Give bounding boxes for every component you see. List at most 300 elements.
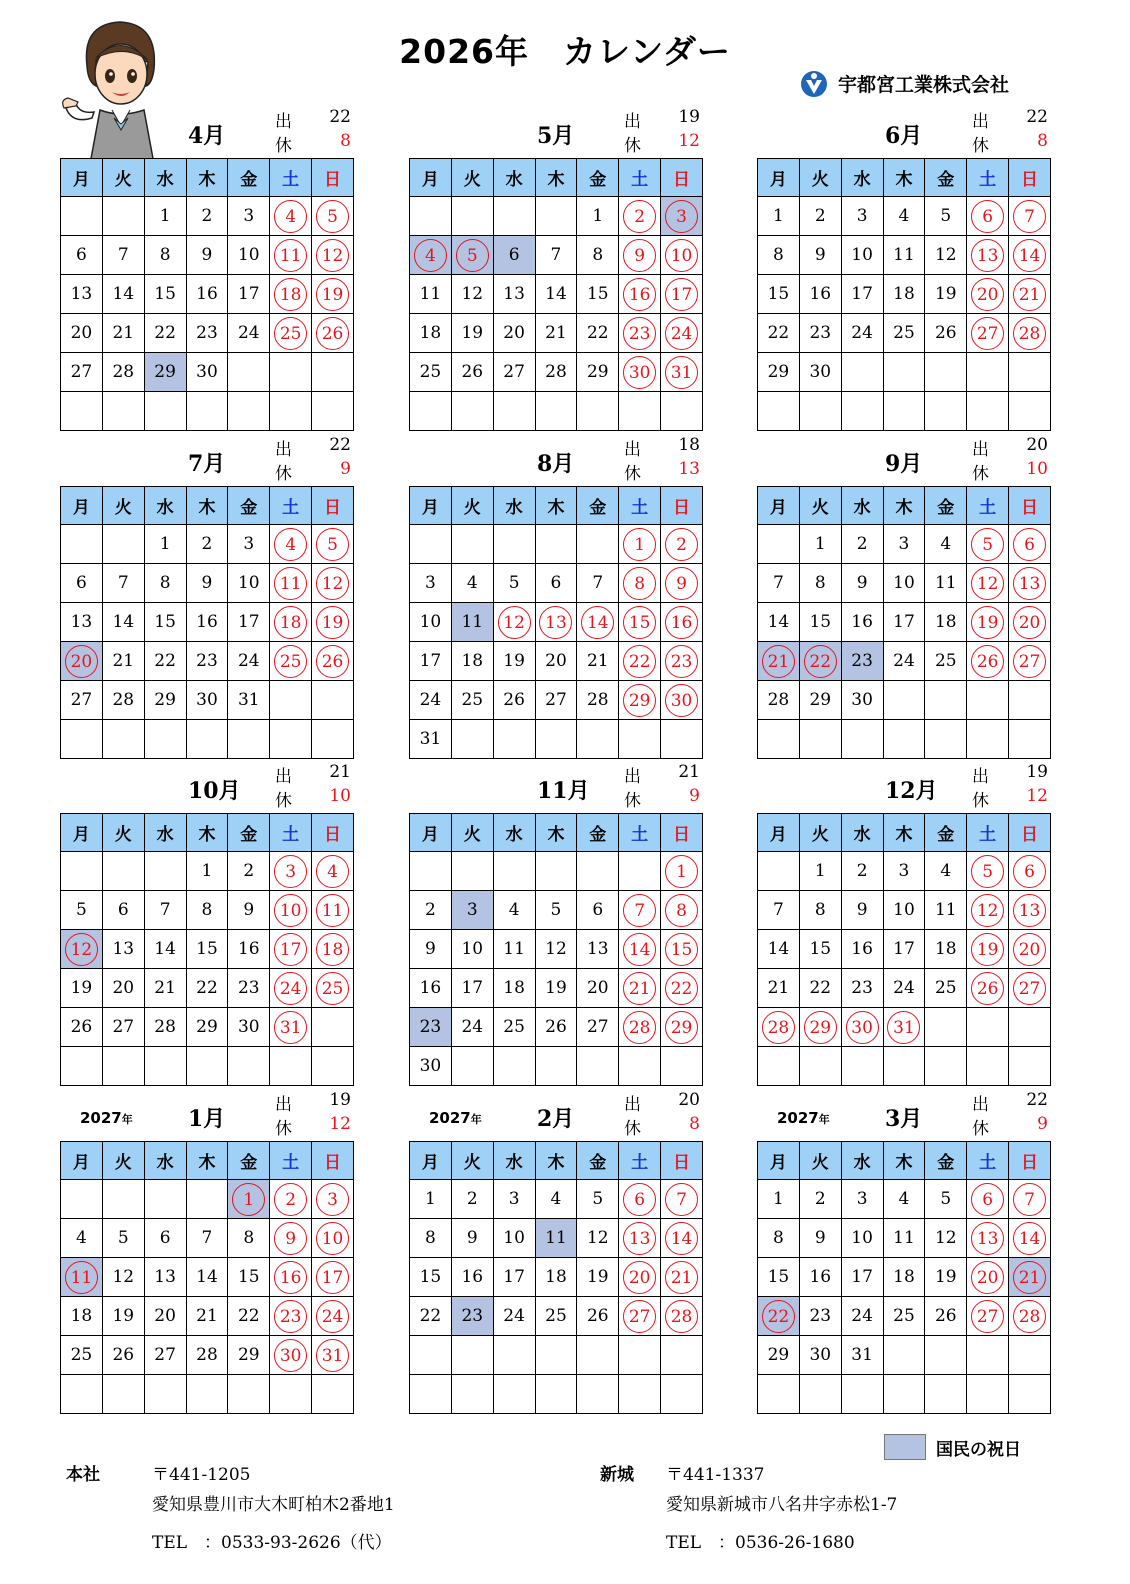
day-cell: 19 bbox=[925, 1258, 967, 1297]
day-off-marker: 10 bbox=[274, 894, 307, 927]
empty-day-cell bbox=[758, 720, 800, 759]
empty-day-cell bbox=[661, 720, 703, 759]
week-row bbox=[410, 1008, 703, 1047]
empty-day-cell bbox=[144, 852, 186, 891]
day-off-marker: 28 bbox=[762, 1011, 795, 1044]
day-off-marker: 30 bbox=[623, 356, 656, 389]
day-off-marker: 20 bbox=[1013, 933, 1046, 966]
day-cell: 1 bbox=[758, 197, 800, 236]
week-row bbox=[758, 197, 1051, 236]
day-off-marker: 6 bbox=[971, 200, 1004, 233]
day-cell bbox=[619, 1219, 661, 1258]
day-cell: 5 bbox=[577, 1180, 619, 1219]
empty-day-cell bbox=[841, 720, 883, 759]
month-label: 4月 bbox=[188, 123, 226, 149]
month-header bbox=[757, 762, 1053, 813]
empty-day-cell bbox=[410, 1336, 452, 1375]
empty-day-cell bbox=[1009, 1336, 1051, 1375]
day-cell: 10 bbox=[841, 236, 883, 275]
day-off-marker: 12 bbox=[316, 567, 349, 600]
month-calendar-table bbox=[409, 1141, 703, 1414]
day-cell bbox=[312, 930, 354, 969]
week-row bbox=[758, 1336, 1051, 1375]
weekday-header: 木 bbox=[186, 1142, 228, 1180]
day-cell bbox=[619, 930, 661, 969]
month-year-suffix: 年 bbox=[121, 1113, 133, 1126]
empty-day-cell bbox=[619, 1047, 661, 1086]
month-block bbox=[757, 107, 1053, 431]
day-off-marker: 3 bbox=[316, 1183, 349, 1216]
day-cell: 16 bbox=[841, 603, 883, 642]
day-off-marker: 27 bbox=[971, 1300, 1004, 1333]
working-days-value: 22 bbox=[1026, 1090, 1048, 1110]
day-cell bbox=[619, 236, 661, 275]
day-cell: 31 bbox=[841, 1336, 883, 1375]
month-block bbox=[60, 762, 356, 1086]
working-days-label: 出 bbox=[624, 767, 641, 787]
day-off-marker: 29 bbox=[804, 1011, 837, 1044]
weekday-header: 土 bbox=[967, 814, 1009, 852]
month-year bbox=[429, 1109, 482, 1127]
day-cell: 28 bbox=[102, 681, 144, 720]
month-label: 3月 bbox=[885, 1106, 923, 1132]
day-off-marker: 28 bbox=[623, 1011, 656, 1044]
weekday-header: 木 bbox=[186, 814, 228, 852]
week-row bbox=[758, 969, 1051, 1008]
day-off-marker: 4 bbox=[274, 200, 307, 233]
weekday-header: 火 bbox=[102, 159, 144, 197]
day-cell bbox=[1009, 314, 1051, 353]
day-cell bbox=[967, 1258, 1009, 1297]
day-cell: 25 bbox=[410, 353, 452, 392]
month-calendar-table bbox=[757, 158, 1051, 431]
empty-day-cell bbox=[493, 392, 535, 431]
day-cell bbox=[312, 314, 354, 353]
days-off-value: 8 bbox=[689, 1114, 700, 1134]
empty-day-cell bbox=[312, 1047, 354, 1086]
day-off-marker: 11 bbox=[65, 1261, 98, 1294]
day-cell: 27 bbox=[102, 1008, 144, 1047]
day-cell: 22 bbox=[410, 1297, 452, 1336]
weekday-header: 水 bbox=[841, 487, 883, 525]
month-label: 5月 bbox=[537, 123, 575, 149]
empty-day-cell bbox=[967, 1047, 1009, 1086]
day-cell: 3 bbox=[841, 197, 883, 236]
day-cell: 29 bbox=[228, 1336, 270, 1375]
empty-day-cell bbox=[1009, 1047, 1051, 1086]
empty-day-cell bbox=[144, 1375, 186, 1414]
office-shinshiro bbox=[600, 1460, 1100, 1580]
empty-day-cell bbox=[1009, 681, 1051, 720]
days-off-value: 10 bbox=[1026, 459, 1048, 479]
empty-day-cell bbox=[312, 1008, 354, 1047]
day-cell: 28 bbox=[577, 681, 619, 720]
empty-day-cell bbox=[535, 197, 577, 236]
day-cell: 28 bbox=[186, 1336, 228, 1375]
day-cell: 7 bbox=[758, 564, 800, 603]
day-cell: 18 bbox=[493, 969, 535, 1008]
day-off-marker: 7 bbox=[665, 1183, 698, 1216]
day-off-marker: 28 bbox=[665, 1300, 698, 1333]
month-calendar-table bbox=[409, 813, 703, 1086]
weekday-header: 火 bbox=[451, 814, 493, 852]
week-row bbox=[758, 720, 1051, 759]
day-cell: 15 bbox=[799, 930, 841, 969]
month-block bbox=[409, 1090, 705, 1414]
day-cell bbox=[61, 642, 103, 681]
week-row bbox=[758, 353, 1051, 392]
day-cell: 5 bbox=[925, 197, 967, 236]
days-off-value: 8 bbox=[1037, 131, 1048, 151]
empty-day-cell bbox=[577, 1047, 619, 1086]
day-off-marker: 27 bbox=[1013, 972, 1046, 1005]
day-cell: 20 bbox=[144, 1297, 186, 1336]
day-cell: 24 bbox=[841, 1297, 883, 1336]
day-cell: 26 bbox=[61, 1008, 103, 1047]
week-row bbox=[758, 852, 1051, 891]
weekday-header: 木 bbox=[186, 487, 228, 525]
day-off-marker: 23 bbox=[274, 1300, 307, 1333]
weekday-header-row bbox=[758, 159, 1051, 197]
week-row bbox=[758, 275, 1051, 314]
office-name: 本社 bbox=[66, 1465, 100, 1485]
day-cell bbox=[270, 1258, 312, 1297]
week-row bbox=[758, 525, 1051, 564]
empty-day-cell bbox=[228, 1375, 270, 1414]
day-cell: 2 bbox=[451, 1180, 493, 1219]
day-cell: 10 bbox=[883, 564, 925, 603]
week-row bbox=[410, 197, 703, 236]
day-off-marker: 25 bbox=[274, 645, 307, 678]
day-cell: 16 bbox=[410, 969, 452, 1008]
day-cell bbox=[61, 930, 103, 969]
empty-day-cell bbox=[619, 1336, 661, 1375]
empty-day-cell bbox=[144, 720, 186, 759]
day-cell bbox=[61, 1258, 103, 1297]
month-year bbox=[80, 1109, 133, 1127]
week-row bbox=[61, 603, 354, 642]
day-off-marker: 24 bbox=[274, 972, 307, 1005]
empty-day-cell bbox=[925, 353, 967, 392]
day-cell: 25 bbox=[451, 681, 493, 720]
day-cell: 29 bbox=[758, 353, 800, 392]
empty-day-cell bbox=[451, 720, 493, 759]
week-row bbox=[61, 1297, 354, 1336]
day-cell: 2 bbox=[410, 891, 452, 930]
day-cell: 18 bbox=[883, 1258, 925, 1297]
empty-day-cell bbox=[758, 1047, 800, 1086]
empty-day-cell bbox=[535, 525, 577, 564]
day-cell bbox=[270, 314, 312, 353]
day-cell: 11 bbox=[451, 603, 493, 642]
day-cell: 1 bbox=[186, 852, 228, 891]
weekday-header: 土 bbox=[270, 487, 312, 525]
weekday-header: 月 bbox=[61, 487, 103, 525]
day-off-marker: 16 bbox=[665, 606, 698, 639]
day-cell: 24 bbox=[883, 969, 925, 1008]
day-cell: 29 bbox=[799, 681, 841, 720]
day-cell: 12 bbox=[577, 1219, 619, 1258]
day-cell bbox=[270, 852, 312, 891]
day-cell bbox=[661, 314, 703, 353]
empty-day-cell bbox=[102, 720, 144, 759]
day-cell: 14 bbox=[102, 603, 144, 642]
day-cell bbox=[619, 1258, 661, 1297]
weekday-header: 土 bbox=[270, 159, 312, 197]
weekday-header: 月 bbox=[61, 159, 103, 197]
day-off-marker: 16 bbox=[274, 1261, 307, 1294]
day-off-marker: 4 bbox=[316, 855, 349, 888]
day-cell: 13 bbox=[61, 603, 103, 642]
day-cell: 27 bbox=[61, 681, 103, 720]
week-row bbox=[410, 603, 703, 642]
week-row bbox=[758, 236, 1051, 275]
day-cell bbox=[619, 525, 661, 564]
day-cell: 6 bbox=[61, 564, 103, 603]
day-cell: 27 bbox=[493, 353, 535, 392]
weekday-header: 火 bbox=[799, 1142, 841, 1180]
week-row bbox=[410, 564, 703, 603]
weekday-header: 日 bbox=[661, 159, 703, 197]
day-cell: 7 bbox=[577, 564, 619, 603]
day-cell: 16 bbox=[228, 930, 270, 969]
working-days-value: 19 bbox=[678, 107, 700, 127]
empty-day-cell bbox=[410, 392, 452, 431]
company-name-block bbox=[800, 68, 1009, 98]
weekday-header-row bbox=[410, 159, 703, 197]
day-off-marker: 9 bbox=[665, 567, 698, 600]
empty-day-cell bbox=[312, 392, 354, 431]
weekday-header: 月 bbox=[410, 814, 452, 852]
empty-day-cell bbox=[61, 1047, 103, 1086]
day-cell: 16 bbox=[186, 275, 228, 314]
weekday-header: 木 bbox=[883, 159, 925, 197]
day-cell: 8 bbox=[410, 1219, 452, 1258]
weekday-header: 日 bbox=[661, 487, 703, 525]
week-row bbox=[758, 1047, 1051, 1086]
empty-day-cell bbox=[270, 1375, 312, 1414]
empty-day-cell bbox=[925, 681, 967, 720]
weekday-header: 月 bbox=[758, 487, 800, 525]
day-cell bbox=[883, 1008, 925, 1047]
empty-day-cell bbox=[410, 197, 452, 236]
day-cell: 25 bbox=[535, 1297, 577, 1336]
day-cell: 5 bbox=[925, 1180, 967, 1219]
week-row bbox=[758, 1258, 1051, 1297]
weekday-header: 土 bbox=[619, 159, 661, 197]
day-cell: 17 bbox=[451, 969, 493, 1008]
day-cell: 17 bbox=[410, 642, 452, 681]
day-cell bbox=[758, 642, 800, 681]
week-row bbox=[61, 353, 354, 392]
empty-day-cell bbox=[799, 1375, 841, 1414]
day-cell: 24 bbox=[493, 1297, 535, 1336]
day-cell bbox=[270, 1219, 312, 1258]
weekday-header: 日 bbox=[661, 1142, 703, 1180]
day-off-marker: 20 bbox=[623, 1261, 656, 1294]
day-cell bbox=[270, 1336, 312, 1375]
month-year-number: 2027 bbox=[777, 1109, 819, 1127]
day-cell: 25 bbox=[925, 642, 967, 681]
weekday-header: 水 bbox=[493, 1142, 535, 1180]
day-off-marker: 6 bbox=[623, 1183, 656, 1216]
weekday-header: 金 bbox=[228, 487, 270, 525]
empty-day-cell bbox=[799, 1047, 841, 1086]
day-cell: 11 bbox=[883, 236, 925, 275]
day-off-marker: 22 bbox=[665, 972, 698, 1005]
day-cell: 16 bbox=[799, 1258, 841, 1297]
week-row bbox=[410, 642, 703, 681]
working-days-label: 出 bbox=[972, 440, 989, 460]
day-off-marker: 21 bbox=[762, 645, 795, 678]
empty-day-cell bbox=[1009, 1375, 1051, 1414]
week-row bbox=[61, 681, 354, 720]
day-cell: 15 bbox=[410, 1258, 452, 1297]
month-year-number: 2027 bbox=[80, 1109, 122, 1127]
day-off-marker: 3 bbox=[274, 855, 307, 888]
day-cell bbox=[661, 1008, 703, 1047]
day-cell: 11 bbox=[925, 891, 967, 930]
day-cell: 8 bbox=[144, 564, 186, 603]
month-header bbox=[60, 762, 356, 813]
empty-day-cell bbox=[883, 720, 925, 759]
week-row bbox=[61, 1047, 354, 1086]
day-cell: 21 bbox=[535, 314, 577, 353]
day-cell: 13 bbox=[61, 275, 103, 314]
day-cell: 1 bbox=[758, 1180, 800, 1219]
day-cell: 19 bbox=[925, 275, 967, 314]
empty-day-cell bbox=[493, 197, 535, 236]
month-calendar-table bbox=[757, 1141, 1051, 1414]
day-off-marker: 26 bbox=[971, 645, 1004, 678]
day-cell: 4 bbox=[451, 564, 493, 603]
day-cell bbox=[661, 1297, 703, 1336]
day-cell: 1 bbox=[410, 1180, 452, 1219]
day-cell bbox=[312, 1336, 354, 1375]
week-row bbox=[61, 1375, 354, 1414]
day-cell bbox=[661, 930, 703, 969]
day-cell: 1 bbox=[144, 525, 186, 564]
day-cell bbox=[967, 314, 1009, 353]
empty-day-cell bbox=[661, 1375, 703, 1414]
month-calendar-table bbox=[60, 813, 354, 1086]
days-off-label: 休 bbox=[972, 1119, 989, 1139]
day-cell: 19 bbox=[61, 969, 103, 1008]
day-cell: 13 bbox=[493, 275, 535, 314]
day-off-marker: 14 bbox=[665, 1222, 698, 1255]
day-cell: 29 bbox=[577, 353, 619, 392]
empty-day-cell bbox=[577, 392, 619, 431]
month-block bbox=[757, 762, 1053, 1086]
day-cell: 23 bbox=[228, 969, 270, 1008]
day-cell: 22 bbox=[186, 969, 228, 1008]
weekday-header-row bbox=[61, 814, 354, 852]
day-off-marker: 5 bbox=[971, 855, 1004, 888]
weekday-header: 火 bbox=[799, 814, 841, 852]
day-cell: 30 bbox=[799, 353, 841, 392]
weekday-header-row bbox=[410, 1142, 703, 1180]
empty-day-cell bbox=[925, 1375, 967, 1414]
week-row bbox=[410, 852, 703, 891]
day-cell bbox=[661, 1180, 703, 1219]
day-off-marker: 24 bbox=[316, 1300, 349, 1333]
day-off-marker: 1 bbox=[665, 855, 698, 888]
day-cell bbox=[312, 603, 354, 642]
day-cell: 20 bbox=[61, 314, 103, 353]
empty-day-cell bbox=[925, 1047, 967, 1086]
day-off-marker: 22 bbox=[762, 1300, 795, 1333]
day-cell: 21 bbox=[758, 969, 800, 1008]
day-cell: 26 bbox=[535, 1008, 577, 1047]
month-label: 6月 bbox=[885, 123, 923, 149]
day-cell bbox=[967, 1180, 1009, 1219]
empty-day-cell bbox=[535, 852, 577, 891]
day-cell bbox=[661, 353, 703, 392]
day-cell: 1 bbox=[144, 197, 186, 236]
week-row bbox=[758, 392, 1051, 431]
month-label: 8月 bbox=[537, 451, 575, 477]
day-off-marker: 20 bbox=[971, 278, 1004, 311]
month-header bbox=[757, 435, 1053, 486]
day-cell bbox=[410, 236, 452, 275]
empty-day-cell bbox=[144, 1047, 186, 1086]
day-cell bbox=[312, 197, 354, 236]
empty-day-cell bbox=[410, 525, 452, 564]
day-cell: 7 bbox=[535, 236, 577, 275]
day-cell: 1 bbox=[799, 525, 841, 564]
day-cell bbox=[312, 1180, 354, 1219]
day-off-marker: 27 bbox=[971, 317, 1004, 350]
empty-day-cell bbox=[144, 392, 186, 431]
day-off-marker: 7 bbox=[1013, 1183, 1046, 1216]
day-off-marker: 23 bbox=[623, 317, 656, 350]
month-year bbox=[777, 1109, 830, 1127]
day-cell: 20 bbox=[493, 314, 535, 353]
day-cell: 2 bbox=[186, 197, 228, 236]
day-off-marker: 18 bbox=[316, 933, 349, 966]
empty-day-cell bbox=[841, 1047, 883, 1086]
day-cell: 6 bbox=[577, 891, 619, 930]
day-cell: 26 bbox=[493, 681, 535, 720]
day-cell: 21 bbox=[186, 1297, 228, 1336]
empty-day-cell bbox=[102, 392, 144, 431]
month-calendar-table bbox=[409, 486, 703, 759]
day-cell: 21 bbox=[144, 969, 186, 1008]
week-row bbox=[410, 353, 703, 392]
empty-day-cell bbox=[451, 1336, 493, 1375]
day-off-marker: 14 bbox=[1013, 1222, 1046, 1255]
month-label: 11月 bbox=[537, 778, 590, 804]
weekday-header: 水 bbox=[144, 487, 186, 525]
day-cell: 29 bbox=[144, 353, 186, 392]
day-cell bbox=[1009, 603, 1051, 642]
day-cell: 15 bbox=[144, 275, 186, 314]
day-cell: 14 bbox=[102, 275, 144, 314]
empty-day-cell bbox=[61, 392, 103, 431]
day-cell bbox=[967, 969, 1009, 1008]
empty-day-cell bbox=[661, 1047, 703, 1086]
weekday-header: 月 bbox=[61, 814, 103, 852]
day-cell: 17 bbox=[841, 1258, 883, 1297]
day-cell: 10 bbox=[451, 930, 493, 969]
days-off-label: 休 bbox=[275, 464, 292, 484]
day-off-marker: 14 bbox=[581, 606, 614, 639]
working-days-label: 出 bbox=[972, 1095, 989, 1115]
empty-day-cell bbox=[102, 852, 144, 891]
day-cell: 23 bbox=[799, 1297, 841, 1336]
day-cell bbox=[1009, 891, 1051, 930]
weekday-header: 月 bbox=[410, 1142, 452, 1180]
